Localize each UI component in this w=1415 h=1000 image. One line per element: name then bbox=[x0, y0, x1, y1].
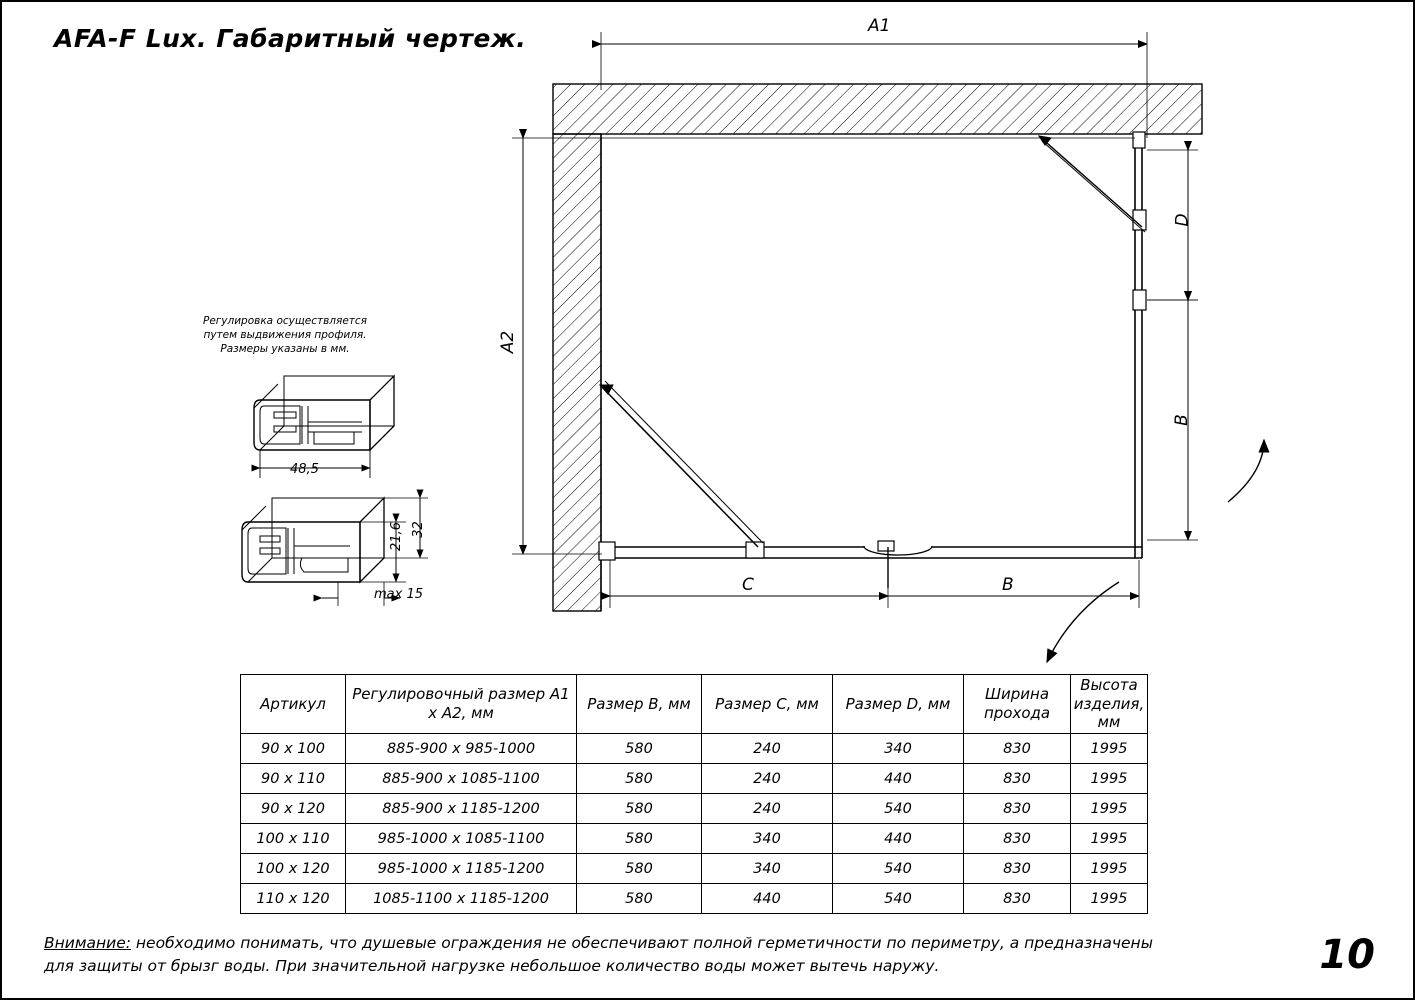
cell-article: 100 x 120 bbox=[241, 854, 346, 884]
dim-label-32: 32 bbox=[410, 521, 426, 538]
cell-pass: 830 bbox=[964, 734, 1071, 764]
header-product-height: Высота изделия, мм bbox=[1071, 675, 1148, 734]
profile-section-top bbox=[254, 376, 394, 450]
cell-article: 90 x 110 bbox=[241, 764, 346, 794]
cell-pass: 830 bbox=[964, 824, 1071, 854]
dim-label-a2: A2 bbox=[498, 330, 519, 354]
page-number: 10 bbox=[1319, 932, 1375, 978]
cell-b: 580 bbox=[577, 764, 702, 794]
table-body bbox=[241, 734, 1148, 914]
specifications-table bbox=[240, 674, 1148, 914]
table-row bbox=[241, 854, 1148, 884]
cell-article: 90 x 120 bbox=[241, 794, 346, 824]
cell-c: 340 bbox=[702, 854, 833, 884]
cell-d: 340 bbox=[833, 734, 964, 764]
dim-label-a1: A1 bbox=[868, 16, 891, 36]
cell-pass: 830 bbox=[964, 764, 1071, 794]
cell-b: 580 bbox=[577, 854, 702, 884]
dim-label-c: C bbox=[742, 575, 754, 595]
cell-height: 1995 bbox=[1071, 734, 1148, 764]
cell-pass: 830 bbox=[964, 854, 1071, 884]
door-swing-arrows bbox=[1047, 440, 1264, 662]
header-adjust-size: Регулировочный размер A1 x A2, мм bbox=[346, 675, 577, 734]
dim-label-b-right: B bbox=[1171, 414, 1192, 426]
cell-adjust: 1085-1100 x 1185-1200 bbox=[346, 884, 577, 914]
dim-label-max15: max 15 bbox=[374, 587, 423, 602]
wall-hatching bbox=[553, 84, 1202, 611]
dim-label-48-5: 48,5 bbox=[290, 462, 319, 477]
page-title: AFA-F Lux. Габаритный чертеж. bbox=[54, 24, 527, 53]
cell-c: 240 bbox=[702, 764, 833, 794]
dim-label-b-bottom: B bbox=[1002, 575, 1014, 595]
warning-prefix: Внимание: bbox=[44, 934, 131, 952]
cell-c: 240 bbox=[702, 734, 833, 764]
cell-height: 1995 bbox=[1071, 884, 1148, 914]
dim-label-21-6: 21,6 bbox=[388, 522, 404, 551]
cell-height: 1995 bbox=[1071, 854, 1148, 884]
cell-b: 580 bbox=[577, 824, 702, 854]
header-size-c: Размер C, мм bbox=[702, 675, 833, 734]
cell-adjust: 885-900 x 1085-1100 bbox=[346, 764, 577, 794]
cell-c: 440 bbox=[702, 884, 833, 914]
header-size-d: Размер D, мм bbox=[833, 675, 964, 734]
cell-b: 580 bbox=[577, 734, 702, 764]
warning-text: необходимо понимать, что душевые ограждения не обеспечивают полной герметичности по периметру, а предназначены для защиты от брызг воды. При значительной нагрузке небольшое количество воды может вытечь наружу. bbox=[44, 934, 1153, 976]
cell-d: 540 bbox=[833, 794, 964, 824]
cell-d: 440 bbox=[833, 764, 964, 794]
header-pass-width: Ширина прохода bbox=[964, 675, 1071, 734]
enclosure-plan bbox=[599, 132, 1146, 560]
cell-d: 540 bbox=[833, 884, 964, 914]
cell-adjust: 985-1000 x 1185-1200 bbox=[346, 854, 577, 884]
cell-b: 580 bbox=[577, 794, 702, 824]
cell-pass: 830 bbox=[964, 884, 1071, 914]
cell-article: 110 x 120 bbox=[241, 884, 346, 914]
cell-adjust: 885-900 x 1185-1200 bbox=[346, 794, 577, 824]
table-row bbox=[241, 824, 1148, 854]
cell-b: 580 bbox=[577, 884, 702, 914]
table-row bbox=[241, 884, 1148, 914]
cell-d: 440 bbox=[833, 824, 964, 854]
cell-d: 540 bbox=[833, 854, 964, 884]
table-row bbox=[241, 734, 1148, 764]
header-article: Артикул bbox=[241, 675, 346, 734]
cell-c: 240 bbox=[702, 794, 833, 824]
cell-adjust: 985-1000 x 1085-1100 bbox=[346, 824, 577, 854]
cell-height: 1995 bbox=[1071, 764, 1148, 794]
cell-article: 90 x 100 bbox=[241, 734, 346, 764]
table-row bbox=[241, 764, 1148, 794]
table-header-row bbox=[241, 675, 1148, 734]
cell-height: 1995 bbox=[1071, 794, 1148, 824]
dim-label-d: D bbox=[1172, 213, 1193, 227]
cell-c: 340 bbox=[702, 824, 833, 854]
cell-article: 100 x 110 bbox=[241, 824, 346, 854]
warning-note bbox=[44, 932, 1164, 979]
adjustment-note: Регулировка осуществляется путем выдвижения профиля. Размеры указаны в мм. bbox=[203, 315, 367, 356]
header-size-b: Размер B, мм bbox=[577, 675, 702, 734]
cell-adjust: 885-900 x 985-1000 bbox=[346, 734, 577, 764]
cell-height: 1995 bbox=[1071, 824, 1148, 854]
cell-pass: 830 bbox=[964, 794, 1071, 824]
table-row bbox=[241, 794, 1148, 824]
